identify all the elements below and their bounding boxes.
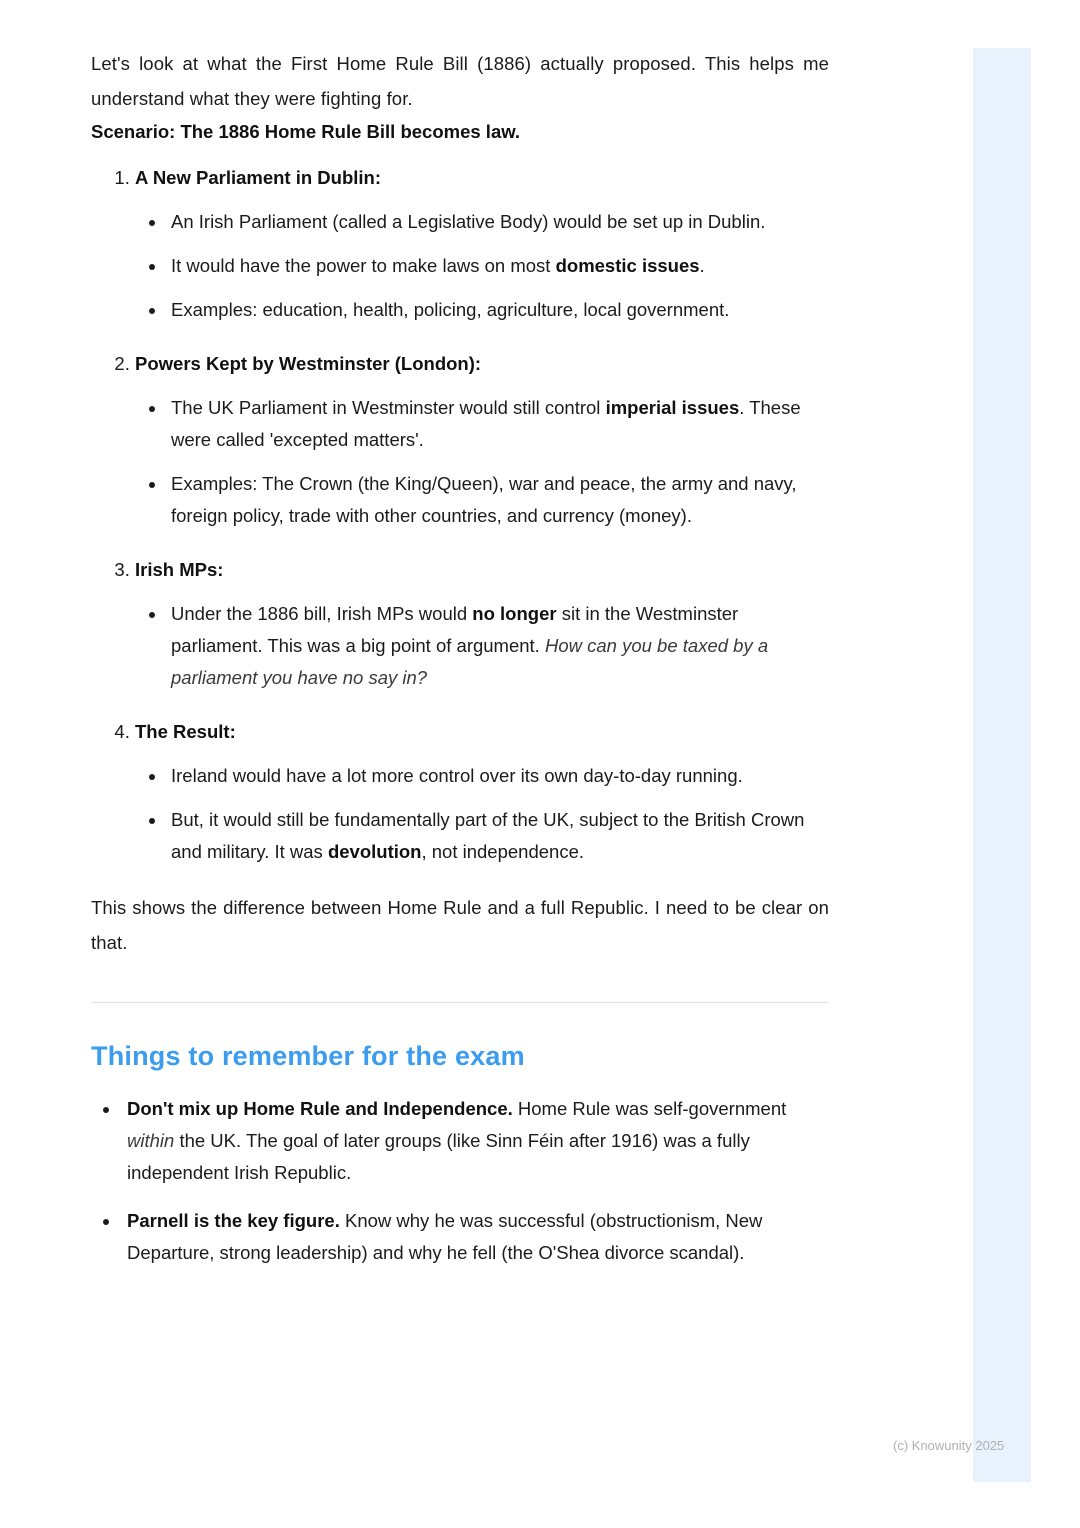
bullet-list bbox=[135, 760, 829, 868]
intro-paragraph: Let's look at what the First Home Rule Bill (1886) actually proposed. This helps me understand what they were fighting for. bbox=[91, 53, 829, 109]
bullet-list bbox=[135, 598, 829, 694]
bullet-bold: no longer bbox=[472, 603, 557, 624]
bullet-text-2: . These were called 'excepted matters'. bbox=[171, 397, 801, 450]
list-item bbox=[167, 250, 829, 282]
exam-section-title: Things to remember for the exam bbox=[91, 1041, 525, 1071]
bullet-bold: domestic issues bbox=[555, 255, 700, 276]
tip-text: Know why he was successful (obstructionism, New Departure, strong leadership) and why he fell (the O'Shea divorce scandal). bbox=[127, 1210, 763, 1263]
bullet-text: The UK Parliament in Westminster would still control bbox=[171, 397, 606, 418]
list-item bbox=[167, 468, 829, 532]
list-item bbox=[121, 1205, 829, 1269]
tip-text: Home Rule was self-government bbox=[512, 1098, 787, 1119]
page-side-band bbox=[973, 48, 1031, 1482]
list-item bbox=[167, 206, 829, 238]
numbered-list bbox=[91, 162, 829, 868]
list-item-heading: A New Parliament in Dublin: bbox=[135, 167, 382, 188]
bullet-text-2: , not independence. bbox=[421, 841, 585, 862]
list-item bbox=[167, 598, 829, 694]
tip-bold: Don't mix up Home Rule and Independence. bbox=[127, 1098, 513, 1119]
bullet-bold: imperial issues bbox=[605, 397, 740, 418]
tip-text-2: the UK. The goal of later groups (like Sinn Féin after 1916) was a fully independent Irish Republic. bbox=[127, 1130, 750, 1183]
list-item-heading: The Result: bbox=[135, 721, 236, 742]
list-item bbox=[135, 162, 829, 326]
tip-bold: Parnell is the key figure. bbox=[127, 1210, 340, 1231]
list-item bbox=[135, 348, 829, 532]
list-item bbox=[167, 760, 829, 792]
bullet-text: But, it would still be fundamentally part of the UK, subject to the British Crown and military. It was bbox=[171, 809, 805, 862]
exam-tips-list bbox=[91, 1093, 829, 1269]
scenario-heading: Scenario: The 1886 Home Rule Bill becomes law. bbox=[91, 121, 521, 142]
closing-paragraph: This shows the difference between Home Rule and a full Republic. I need to be clear on that. bbox=[91, 897, 829, 953]
bullet-text: Examples: education, health, policing, agriculture, local government. bbox=[171, 299, 730, 320]
bullet-list bbox=[135, 206, 829, 326]
bullet-text: It would have the power to make laws on most bbox=[171, 255, 556, 276]
document-content bbox=[91, 46, 829, 1285]
list-item-heading: Powers Kept by Westminster (London): bbox=[135, 353, 482, 374]
section-divider bbox=[91, 1002, 829, 1003]
bullet-text: An Irish Parliament (called a Legislative Body) would be set up in Dublin. bbox=[171, 211, 766, 232]
bullet-bold: devolution bbox=[327, 841, 422, 862]
bullet-text: Examples: The Crown (the King/Queen), war and peace, the army and navy, foreign policy, trade with other countries, and currency (money). bbox=[171, 473, 797, 526]
list-item bbox=[121, 1093, 829, 1189]
list-item bbox=[135, 554, 829, 694]
list-item bbox=[167, 294, 829, 326]
list-item bbox=[167, 804, 829, 868]
bullet-list bbox=[135, 392, 829, 532]
bullet-text-2: sit in the Westminster parliament. This was a big point of argument. bbox=[171, 603, 739, 656]
list-item bbox=[167, 392, 829, 456]
bullet-text-2: . bbox=[699, 255, 705, 276]
bullet-text: Ireland would have a lot more control over its own day-to-day running. bbox=[171, 765, 743, 786]
list-item bbox=[135, 716, 829, 868]
watermark: (c) Knowunity 2025 bbox=[893, 1438, 1005, 1453]
bullet-italic: How can you be taxed by a parliament you have no say in? bbox=[171, 635, 769, 688]
list-item-heading: Irish MPs: bbox=[135, 559, 224, 580]
tip-italic: within bbox=[127, 1130, 175, 1151]
bullet-text: Under the 1886 bill, Irish MPs would bbox=[171, 603, 473, 624]
